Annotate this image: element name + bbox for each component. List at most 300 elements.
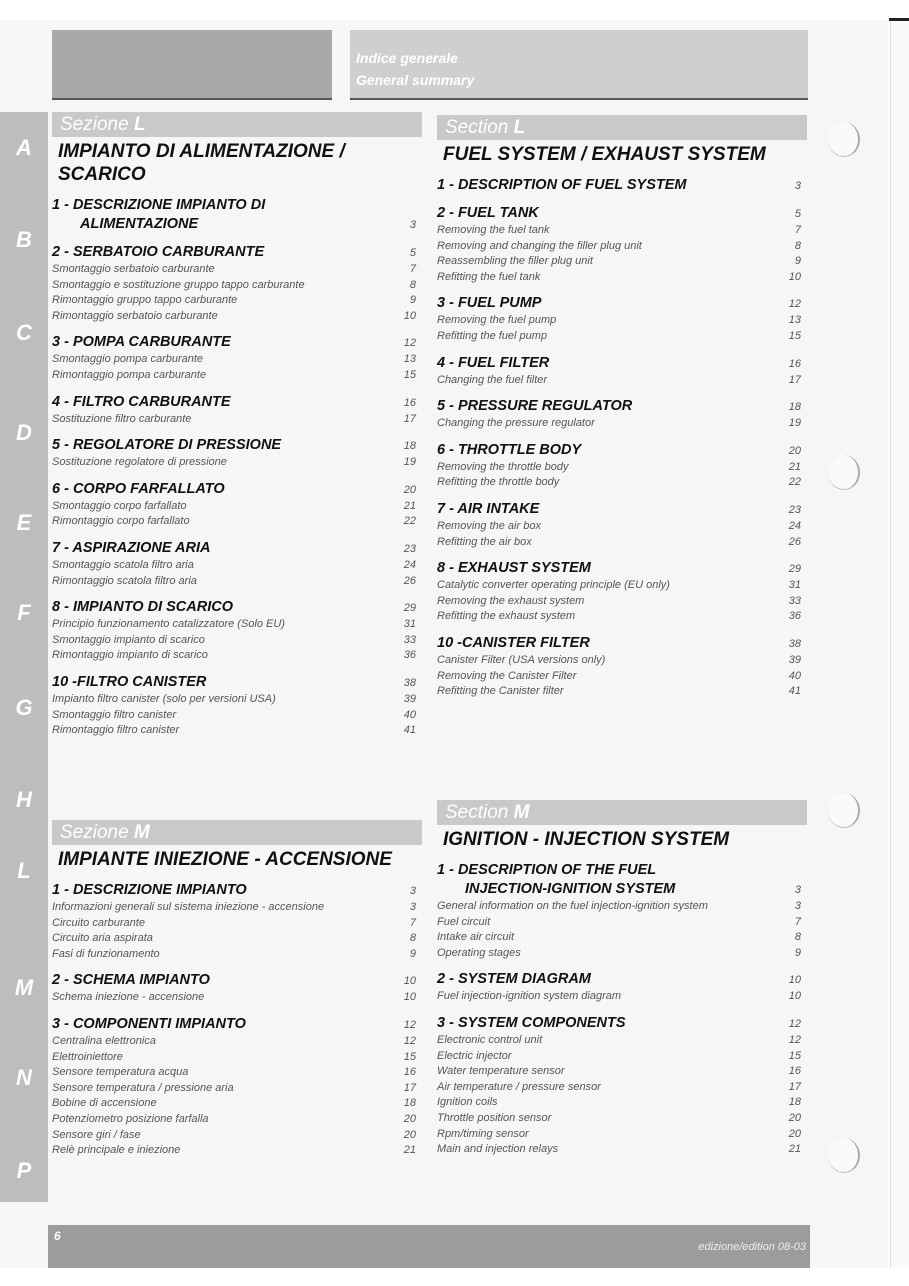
item-page: 10 xyxy=(403,309,416,322)
chapter xyxy=(52,196,422,234)
chapter xyxy=(437,176,807,195)
header-title-en: General summary xyxy=(356,72,475,88)
chapter-item xyxy=(52,278,422,294)
item-text: Sensore giri / fase xyxy=(52,1128,141,1141)
item-text: Circuito carburante xyxy=(52,916,145,929)
chapter-title-line: 2 - SCHEMA IMPIANTO xyxy=(52,972,210,989)
chapter-page: 29 xyxy=(788,563,801,576)
edition-label: edizione/edition 08-03 xyxy=(698,1241,806,1253)
chapter-item xyxy=(437,946,807,962)
item-text: Removing and changing the filler plug unit xyxy=(437,239,642,252)
chapter-page: 12 xyxy=(403,337,416,350)
section-left-m xyxy=(52,820,422,1168)
item-text: Informazioni generali sul sistema iniezione - accensione xyxy=(52,901,325,913)
chapter-item xyxy=(52,352,422,368)
chapter-title xyxy=(437,861,807,899)
item-page: 10 xyxy=(403,991,416,1004)
item-page: 40 xyxy=(403,708,416,721)
item-text: Rpm/timing sensor xyxy=(437,1127,529,1140)
chapter-page: 10 xyxy=(403,975,416,988)
chapter-page: 18 xyxy=(788,401,801,414)
item-text: Refitting the fuel pump xyxy=(437,329,548,342)
item-page: 15 xyxy=(788,1049,801,1062)
item-text: Rimontaggio scatola filtro aria xyxy=(52,574,197,587)
chapter-page: 16 xyxy=(403,396,416,409)
item-text: Intake air circuit xyxy=(437,931,515,944)
chapter xyxy=(437,559,807,625)
item-text: Rimontaggio serbatoio carburante xyxy=(52,309,218,322)
chapter-item xyxy=(437,475,807,491)
tab-e: E xyxy=(16,510,32,535)
chapter xyxy=(437,861,807,961)
item-page: 22 xyxy=(403,515,416,528)
chapter-item xyxy=(52,1034,422,1050)
chapter-title xyxy=(437,204,807,223)
chapter-item xyxy=(52,1128,422,1144)
item-page: 31 xyxy=(788,579,801,592)
chapter-title-line: 3 - COMPONENTI IMPIANTO xyxy=(52,1015,246,1032)
chapter-title-line: 4 - FUEL FILTER xyxy=(437,354,550,371)
chapter xyxy=(52,436,422,471)
chapter-page: 12 xyxy=(788,1017,801,1030)
item-text: Smontaggio filtro canister xyxy=(52,708,177,721)
item-text: Electronic control unit xyxy=(437,1033,543,1046)
chapter-item xyxy=(437,1033,807,1049)
chapter-page: 3 xyxy=(794,180,801,192)
chapter-page: 5 xyxy=(794,208,801,220)
chapter xyxy=(52,480,422,530)
chapter-title xyxy=(52,393,422,412)
item-text: Refitting the throttle body xyxy=(437,476,560,489)
tab-p: P xyxy=(16,1158,32,1183)
item-text: Smontaggio serbatoio carburante xyxy=(52,263,215,275)
item-text: Canister Filter (USA versions only) xyxy=(437,653,606,666)
item-text: Rimontaggio corpo farfallato xyxy=(52,515,190,528)
chapter-item xyxy=(52,947,422,963)
chapter xyxy=(52,971,422,1006)
item-page: 33 xyxy=(788,594,801,607)
chapter-title-line: 10 -FILTRO CANISTER xyxy=(52,673,207,690)
item-text: Refitting the air box xyxy=(437,535,532,548)
chapter-item xyxy=(437,669,807,685)
chapter-item xyxy=(52,368,422,384)
item-page: 17 xyxy=(403,1081,416,1094)
chapter xyxy=(52,673,422,739)
item-text: Refitting the fuel tank xyxy=(437,270,541,283)
item-page: 24 xyxy=(788,519,801,532)
item-text: Removing the fuel pump xyxy=(437,314,557,327)
item-text: Main and injection relays xyxy=(437,1143,559,1156)
section-title: IMPIANTE INIEZIONE - ACCENSIONE xyxy=(58,849,392,870)
section-label: Sezione xyxy=(60,822,129,843)
item-page: 7 xyxy=(794,224,801,236)
binder-hole xyxy=(828,1138,860,1173)
item-text: Centralina elettronica xyxy=(52,1034,156,1047)
chapter-title xyxy=(437,176,807,195)
section-label: Sezione xyxy=(60,114,129,135)
chapter-item xyxy=(52,990,422,1006)
chapter-item xyxy=(52,412,422,428)
chapter xyxy=(437,1014,807,1158)
chapter-item xyxy=(437,1049,807,1065)
item-page: 36 xyxy=(403,649,416,662)
item-text: Throttle position sensor xyxy=(437,1111,552,1124)
chapter xyxy=(437,441,807,491)
chapter xyxy=(437,397,807,432)
item-page: 13 xyxy=(788,314,801,327)
chapter-page: 3 xyxy=(409,219,416,231)
chapter-item xyxy=(437,519,807,535)
item-text: Changing the fuel filter xyxy=(437,373,548,386)
chapter xyxy=(52,539,422,589)
chapter-title-line: ALIMENTAZIONE xyxy=(80,216,199,232)
chapter-item xyxy=(52,931,422,947)
chapter-page: 20 xyxy=(403,483,416,496)
item-text: Catalytic converter operating principle (EU only) xyxy=(437,579,670,592)
chapter-item xyxy=(437,254,807,270)
chapter-title-line: 2 - FUEL TANK xyxy=(437,205,539,221)
chapter-page: 29 xyxy=(403,602,416,615)
chapter-page: 18 xyxy=(403,440,416,453)
chapter-title xyxy=(437,559,807,578)
chapter xyxy=(437,634,807,700)
chapter-item xyxy=(52,633,422,649)
item-page: 26 xyxy=(788,535,801,548)
item-page: 15 xyxy=(403,368,416,381)
item-page: 15 xyxy=(788,329,801,342)
chapter-item xyxy=(437,373,807,389)
page-number: 6 xyxy=(54,1229,61,1243)
chapter-item xyxy=(52,455,422,471)
item-page: 26 xyxy=(403,574,416,587)
chapter-item xyxy=(437,684,807,700)
section-letter: M xyxy=(513,802,530,823)
item-page: 20 xyxy=(403,1128,416,1141)
tab-n: N xyxy=(16,1065,32,1090)
top-edge-mark xyxy=(889,18,909,21)
item-page: 41 xyxy=(403,724,416,737)
chapter-title-line: 1 - DESCRIPTION OF THE FUEL xyxy=(437,862,657,878)
item-page: 3 xyxy=(794,900,801,912)
chapter-title-line: 6 - CORPO FARFALLATO xyxy=(52,480,225,497)
chapter xyxy=(52,598,422,664)
chapter xyxy=(52,243,422,324)
chapter xyxy=(52,881,422,962)
item-text: Operating stages xyxy=(437,946,521,959)
chapter-item xyxy=(437,1127,807,1143)
section-letter: L xyxy=(513,117,526,138)
section-bar xyxy=(52,112,422,137)
chapter-item xyxy=(52,900,422,916)
section-bar xyxy=(52,820,422,845)
item-text: General information on the fuel injection-ignition system xyxy=(437,900,708,912)
chapter-title-line: 5 - PRESSURE REGULATOR xyxy=(437,398,633,415)
item-text: Sensore temperatura / pressione aria xyxy=(52,1081,234,1094)
item-page: 17 xyxy=(788,1080,801,1093)
binder-hole xyxy=(828,793,860,828)
tab-f: F xyxy=(17,600,31,625)
chapter-page: 16 xyxy=(788,357,801,370)
chapter-item xyxy=(52,723,422,739)
chapter-item xyxy=(437,1111,807,1127)
item-page: 16 xyxy=(403,1066,416,1079)
chapter xyxy=(437,500,807,550)
item-page: 9 xyxy=(409,947,416,960)
header-block-left xyxy=(52,30,332,100)
header-block-right xyxy=(350,30,808,100)
item-page: 12 xyxy=(788,1033,801,1046)
chapter-item xyxy=(52,499,422,515)
item-text: Potenziometro posizione farfalla xyxy=(52,1112,209,1125)
item-text: Removing the fuel tank xyxy=(437,224,550,236)
chapter xyxy=(437,204,807,285)
item-text: Fuel circuit xyxy=(437,915,491,928)
chapter-item xyxy=(437,535,807,551)
chapter-title-line: 3 - SYSTEM COMPONENTS xyxy=(437,1014,626,1031)
chapter-item xyxy=(437,915,807,931)
chapter-title-line: 1 - DESCRIZIONE IMPIANTO xyxy=(52,882,247,898)
tab-c: C xyxy=(16,320,32,345)
page-edge xyxy=(890,20,909,1268)
chapter-title xyxy=(52,539,422,558)
chapter-page: 3 xyxy=(409,885,416,897)
item-page: 36 xyxy=(788,610,801,623)
chapter-item xyxy=(52,1050,422,1066)
chapter-item xyxy=(52,262,422,278)
item-page: 9 xyxy=(794,255,801,268)
chapter-item xyxy=(52,574,422,590)
chapter-item xyxy=(437,653,807,669)
chapter-title-line: 8 - EXHAUST SYSTEM xyxy=(437,560,591,577)
item-page: 10 xyxy=(788,270,801,283)
item-page: 19 xyxy=(403,456,416,469)
item-page: 20 xyxy=(788,1111,801,1124)
chapter-item xyxy=(437,899,807,915)
chapter-item xyxy=(437,578,807,594)
chapter-title xyxy=(52,333,422,352)
footer-bar xyxy=(48,1225,810,1268)
item-text: Sostituzione filtro carburante xyxy=(52,412,192,425)
item-text: Sensore temperatura acqua xyxy=(52,1066,189,1079)
item-page: 8 xyxy=(409,932,416,945)
section-title: IGNITION - INJECTION SYSTEM xyxy=(443,829,730,850)
chapter-title xyxy=(52,673,422,692)
item-page: 16 xyxy=(788,1065,801,1078)
chapter-item xyxy=(52,309,422,325)
chapter-item xyxy=(52,916,422,932)
chapter-title xyxy=(52,971,422,990)
item-page: 21 xyxy=(403,1144,416,1157)
chapter xyxy=(52,333,422,383)
item-text: Smontaggio pompa carburante xyxy=(52,353,204,366)
chapter-title-line: 2 - SYSTEM DIAGRAM xyxy=(437,971,591,988)
tab-b: B xyxy=(16,227,32,252)
chapter-item xyxy=(52,617,422,633)
item-page: 7 xyxy=(409,263,416,275)
tab-g: G xyxy=(15,695,33,720)
item-page: 7 xyxy=(409,916,416,929)
item-page: 15 xyxy=(403,1050,416,1063)
chapter-page: 12 xyxy=(403,1018,416,1031)
chapter-title-line: INJECTION-IGNITION SYSTEM xyxy=(465,881,676,897)
chapter-item xyxy=(52,648,422,664)
section-letter: L xyxy=(133,114,146,135)
item-page: 21 xyxy=(403,499,416,512)
section-tabs xyxy=(0,112,48,1202)
chapter-page: 38 xyxy=(788,637,801,650)
item-text: Circuito aria aspirata xyxy=(52,932,153,945)
section-left-l xyxy=(52,112,422,748)
item-page: 24 xyxy=(403,558,416,571)
item-text: Ignition coils xyxy=(437,1096,498,1109)
chapter-title xyxy=(437,441,807,460)
chapter-item xyxy=(52,1112,422,1128)
item-page: 21 xyxy=(788,460,801,473)
item-page: 9 xyxy=(794,946,801,959)
chapter-title-line: 2 - SERBATOIO CARBURANTE xyxy=(52,244,265,260)
tab-h: H xyxy=(16,787,32,812)
item-page: 21 xyxy=(788,1143,801,1156)
item-text: Smontaggio scatola filtro aria xyxy=(52,558,194,571)
chapter-title xyxy=(437,634,807,653)
item-text: Changing the pressure regulator xyxy=(437,417,595,430)
section-title: IMPIANTO DI ALIMENTAZIONE / SCARICO xyxy=(58,141,345,185)
item-text: Relè principale e iniezione xyxy=(52,1144,181,1157)
item-page: 13 xyxy=(403,353,416,366)
item-text: Rimontaggio impianto di scarico xyxy=(52,649,208,662)
chapter-title xyxy=(52,598,422,617)
tab-a: A xyxy=(16,135,32,160)
chapter-title-line: 10 -CANISTER FILTER xyxy=(437,634,590,651)
section-right-m xyxy=(437,800,807,1167)
item-page: 39 xyxy=(403,692,416,705)
item-text: Schema iniezione - accensione xyxy=(52,991,205,1004)
item-page: 20 xyxy=(788,1127,801,1140)
chapter-item xyxy=(437,460,807,476)
chapter-item xyxy=(437,594,807,610)
item-page: 20 xyxy=(403,1112,416,1125)
chapter-page: 3 xyxy=(794,884,801,896)
item-text: Removing the air box xyxy=(437,519,541,532)
item-text: Water temperature sensor xyxy=(437,1065,565,1078)
section-right-l xyxy=(437,115,807,709)
chapter-title-line: 5 - REGOLATORE DI PRESSIONE xyxy=(52,437,282,454)
section-bar xyxy=(437,800,807,825)
chapter-page: 12 xyxy=(788,298,801,311)
chapter xyxy=(52,1015,422,1159)
item-page: 7 xyxy=(794,915,801,928)
chapter-item xyxy=(437,239,807,255)
chapter-item xyxy=(52,708,422,724)
chapter-page: 20 xyxy=(788,444,801,457)
item-text: Rimontaggio pompa carburante xyxy=(52,368,207,381)
chapter-page: 23 xyxy=(788,503,801,516)
section-bar xyxy=(437,115,807,140)
item-page: 8 xyxy=(794,239,801,252)
item-page: 33 xyxy=(403,633,416,646)
tab-l: L xyxy=(17,858,31,883)
item-text: Rimontaggio gruppo tappo carburante xyxy=(52,294,238,307)
chapter-item xyxy=(437,270,807,286)
item-page: 19 xyxy=(788,417,801,430)
section-label: Section xyxy=(445,802,509,823)
chapter-title-line: 6 - THROTTLE BODY xyxy=(437,441,582,458)
chapter-title xyxy=(437,294,807,313)
item-text: Air temperature / pressure sensor xyxy=(437,1080,601,1093)
chapter-title-line: 3 - POMPA CARBURANTE xyxy=(52,334,231,351)
chapter-title xyxy=(52,881,422,900)
item-text: Removing the Canister Filter xyxy=(437,669,577,682)
chapter-item xyxy=(52,1081,422,1097)
chapter xyxy=(437,970,807,1005)
chapter-title xyxy=(437,970,807,989)
chapter-title xyxy=(437,354,807,373)
chapter-item xyxy=(437,1142,807,1158)
item-page: 18 xyxy=(403,1097,416,1110)
chapter-title-line: 4 - FILTRO CARBURANTE xyxy=(52,393,231,410)
chapter-page: 38 xyxy=(403,676,416,689)
item-page: 8 xyxy=(794,931,801,944)
chapter-item xyxy=(52,1143,422,1159)
chapter-title xyxy=(437,500,807,519)
item-page: 10 xyxy=(788,990,801,1003)
chapter-item xyxy=(437,416,807,432)
item-text: Removing the exhaust system xyxy=(437,594,585,607)
section-label: Section xyxy=(445,117,509,138)
chapter-item xyxy=(52,514,422,530)
chapter-item xyxy=(437,930,807,946)
item-page: 40 xyxy=(788,669,801,682)
chapter-title xyxy=(437,1014,807,1033)
chapter xyxy=(52,393,422,428)
item-text: Rimontaggio filtro canister xyxy=(52,724,180,737)
chapter-item xyxy=(437,223,807,239)
item-text: Refitting the Canister filter xyxy=(437,685,564,698)
item-page: 31 xyxy=(403,618,416,631)
item-text: Smontaggio impianto di scarico xyxy=(52,633,205,646)
chapter xyxy=(437,354,807,389)
item-text: Refitting the exhaust system xyxy=(437,610,576,623)
chapter-item xyxy=(52,692,422,708)
item-text: Fasi di funzionamento xyxy=(52,947,160,960)
section-title: FUEL SYSTEM / EXHAUST SYSTEM xyxy=(443,144,766,165)
chapter-title xyxy=(52,480,422,499)
item-page: 41 xyxy=(788,685,801,698)
chapter xyxy=(437,294,807,344)
chapter-item xyxy=(437,329,807,345)
tab-m: M xyxy=(14,975,34,1000)
chapter-item xyxy=(52,1065,422,1081)
binder-hole xyxy=(828,122,860,157)
chapter-item xyxy=(52,558,422,574)
item-text: Smontaggio corpo farfallato xyxy=(52,499,187,512)
item-page: 39 xyxy=(788,653,801,666)
header-title-it: Indice generale xyxy=(356,50,458,66)
item-text: Sostituzione regolatore di pressione xyxy=(52,456,227,469)
chapter-item xyxy=(52,1096,422,1112)
item-text: Electric injector xyxy=(437,1049,512,1062)
item-text: Removing the throttle body xyxy=(437,460,569,473)
item-text: Elettroiniettore xyxy=(52,1050,123,1063)
item-text: Principio funzionamento catalizzatore (Solo EU) xyxy=(52,618,285,631)
chapter-item xyxy=(437,1095,807,1111)
section-letter: M xyxy=(133,822,150,843)
chapter-page: 23 xyxy=(403,542,416,555)
chapter-title-line: 3 - FUEL PUMP xyxy=(437,295,542,312)
item-text: Fuel injection-ignition system diagram xyxy=(437,990,622,1003)
item-page: 3 xyxy=(409,901,416,913)
tab-d: D xyxy=(16,420,32,445)
